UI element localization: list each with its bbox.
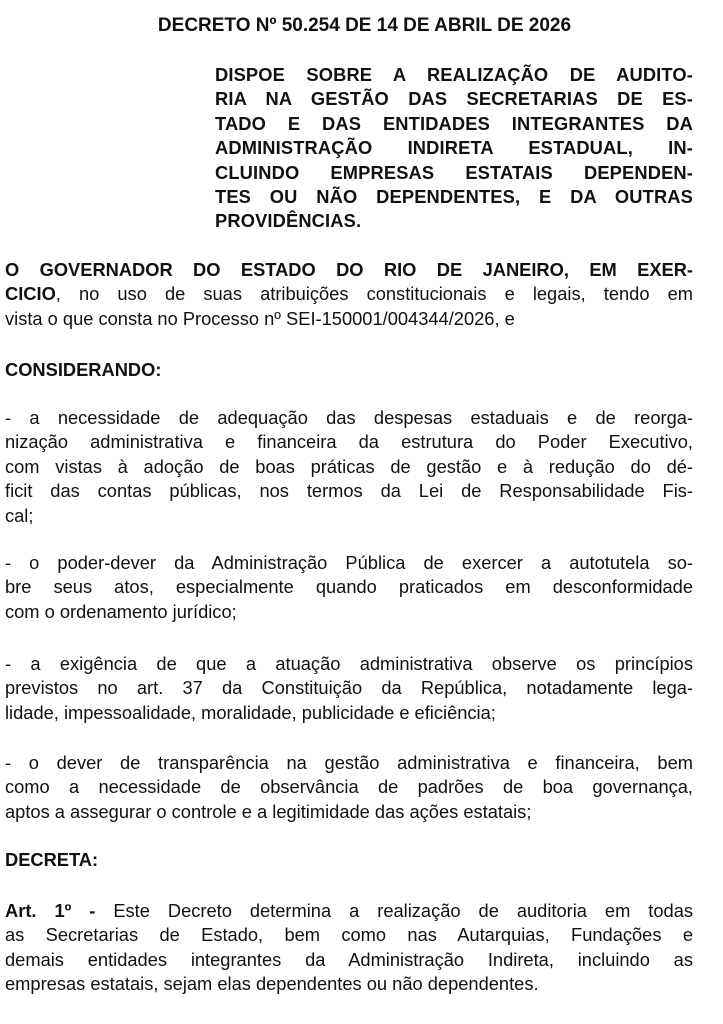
ementa-line: TES OU NÃO DEPENDENTES, E DA OUTRAS — [215, 186, 693, 208]
paragraph-line: - a necessidade de adequação das despesas estaduais e de reorga- — [5, 407, 693, 428]
paragraph-line: ficit das contas públicas, nos termos da Lei de Responsabilidade Fis- — [5, 480, 693, 502]
decree-ementa — [215, 63, 693, 234]
considerando-item-2 — [5, 551, 693, 624]
article-1-label: Art. 1º - — [5, 900, 96, 921]
ementa-line: DISPOE SOBRE A REALIZAÇÃO DE AUDITO- — [215, 64, 693, 85]
ementa-line: ADMINISTRAÇÃO INDIRETA ESTADUAL, IN- — [215, 137, 693, 159]
ementa-line: RIA NA GESTÃO DAS SECRETARIAS DE ES- — [215, 88, 693, 110]
ementa-line: CLUINDO EMPRESAS ESTATAIS DEPENDEN- — [215, 161, 693, 183]
paragraph-line: como a necessidade de observância de padrões de boa governança, — [5, 776, 693, 798]
paragraph-line: bre seus atos, especialmente quando praticados em desconformidade — [5, 576, 693, 598]
paragraph-line: - o dever de transparência na gestão administrativa e financeira, bem — [5, 752, 693, 773]
paragraph-line: com o ordenamento jurídico; — [5, 600, 237, 622]
considerando-item-1 — [5, 406, 693, 528]
paragraph-line: - o poder-dever da Administração Pública de exercer a autotutela so- — [5, 552, 693, 573]
considerando-item-4 — [5, 751, 693, 824]
article-1-first-line — [5, 899, 693, 923]
decreta-heading: DECRETA: — [5, 849, 99, 870]
ementa-line: TADO E DAS ENTIDADES INTEGRANTES DA — [215, 112, 693, 134]
preamble-line-3: vista o que consta no Processo nº SEI-150001/004344/2026, e — [5, 307, 515, 329]
paragraph-line: aptos a assegurar o controle e a legitimidade das ações estatais; — [5, 800, 532, 822]
paragraph-line: empresas estatais, sejam elas dependentes ou não dependentes. — [5, 973, 539, 995]
article-1-first-line-rest: Este Decreto determina a realização de auditoria em todas — [95, 900, 694, 921]
paragraph-line: lidade, impessoalidade, moralidade, publicidade e eficiência; — [5, 701, 496, 723]
preamble-line-2-rest: , no uso de suas atribuições constitucionais e legais, tendo em — [55, 283, 693, 305]
paragraph-line: as Secretarias de Estado, bem como nas Autarquias, Fundações e — [5, 924, 693, 946]
preamble-line-2 — [5, 282, 693, 306]
paragraph-line: nização administrativa e financeira da estrutura do Poder Executivo, — [5, 431, 693, 453]
ementa-line: PROVIDÊNCIAS. — [215, 210, 362, 232]
paragraph-line: - a exigência de que a atuação administrativa observe os princípios — [5, 653, 693, 674]
paragraph-line: demais entidades integrantes da Administração Indireta, incluindo as — [5, 948, 693, 970]
paragraph-line: cal; — [5, 504, 34, 526]
decree-title: DECRETO Nº 50.254 DE 14 DE ABRIL DE 2026 — [157, 15, 572, 36]
article-1 — [5, 899, 693, 997]
preamble-bold-line: O GOVERNADOR DO ESTADO DO RIO DE JANEIRO, EM EXER- — [5, 259, 693, 280]
preamble-paragraph — [5, 258, 693, 331]
preamble-bold-start: CICIO — [5, 283, 56, 305]
considerando-item-3 — [5, 652, 693, 725]
paragraph-line: previstos no art. 37 da Constituição da República, notadamente lega- — [5, 677, 693, 699]
paragraph-line: com vistas à adoção de boas práticas de gestão e à redução do dé- — [5, 455, 693, 477]
considerando-heading: CONSIDERANDO: — [5, 359, 162, 380]
